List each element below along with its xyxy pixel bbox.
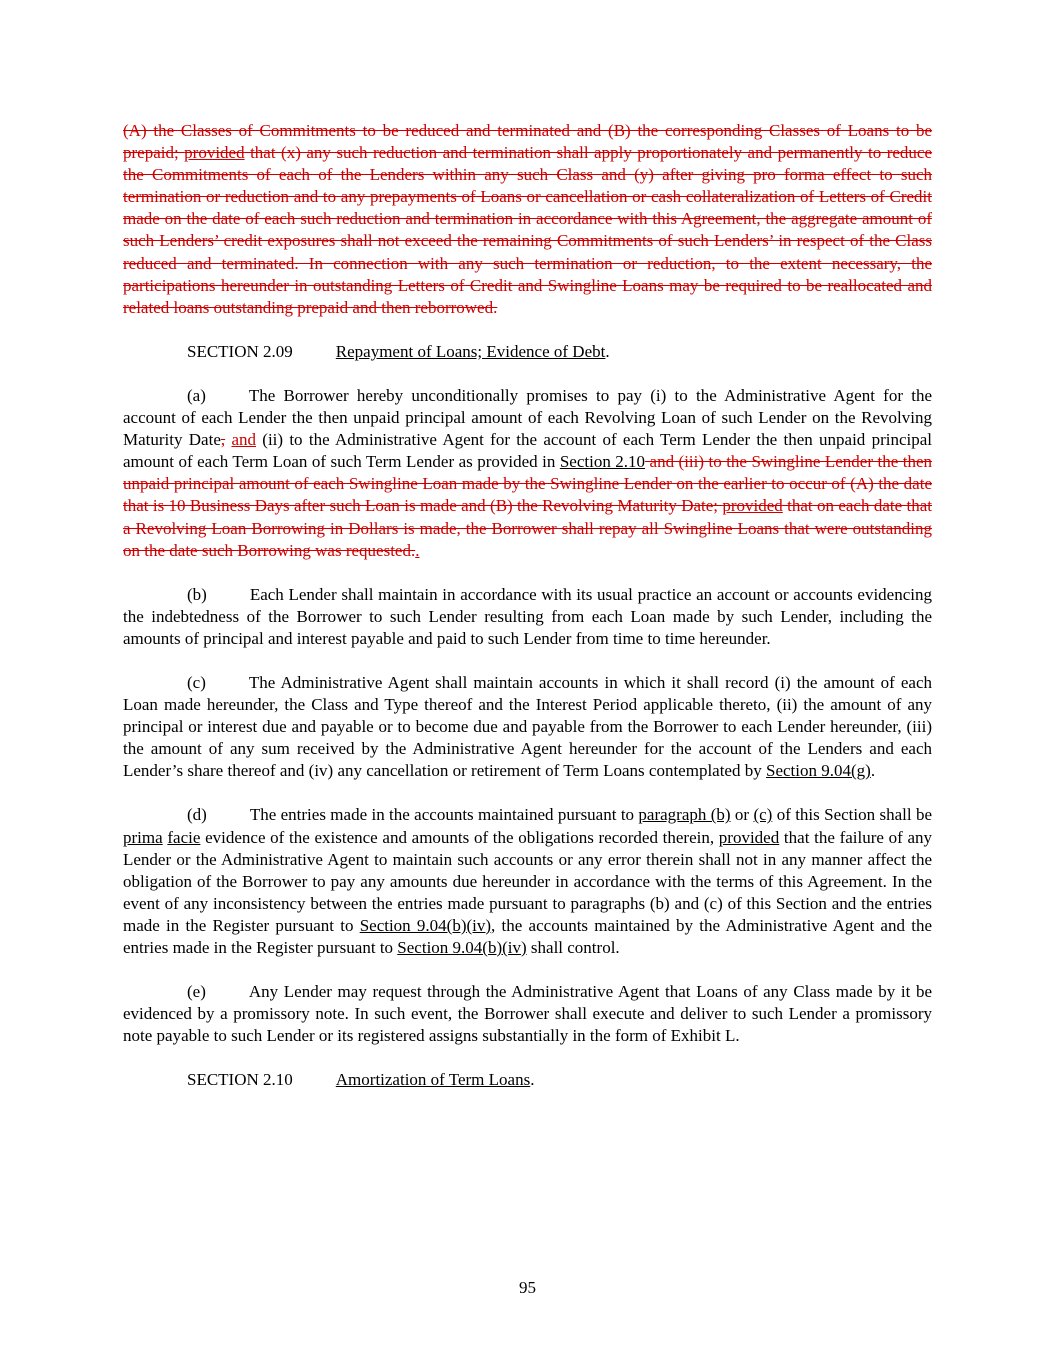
text-run-normal: . (530, 1070, 535, 1090)
text-run-normal: The Administrative Agent shall maintain accounts in which it shall record (i) the amount of each Loan made hereunder, the Class and Type thereof and the Interest Period applicable thereto, (ii) the amount of any principal or interest due and payable or to become due and payable from the Borrower to each Lender hereunder, (iii) the amount of any sum received by the Administrative Agent hereunder for the account of the Lenders and each Lender’s share thereof and (iv) any cancellation or retirement of Term Loans contemplated by (123, 672, 932, 781)
text-run-normal: evidence of the existence and amounts of the obligations recorded therein, (200, 827, 719, 847)
text-run-red-strike: and (iii) to the Swingline Lender the then unpaid principal amount of each Swingline Loan made by the Swingline Lender on the earlier to occur of (A) the date that is 10 Business Days after such Loan is made and (B) the Revolving Maturity Date; (123, 452, 932, 516)
text-run-red-strike: (A) the Classes of Commitments to be reduced and terminated and (B) the corresponding Classes of Loans to be prepaid; (123, 121, 932, 163)
text-run-normal: The entries made in the accounts maintained pursuant to (249, 805, 639, 825)
text-run-normal: , the accounts maintained by the Administrative Agent and the entries made in the Register pursuant to (123, 915, 932, 957)
text-run-normal: SECTION 2.09 (187, 341, 293, 361)
paragraph-c (123, 672, 932, 782)
text-run-red-strike: that on each date that a Revolving Loan Borrowing in Dollars is made, the Borrower shall repay all Swingline Loans that were outstanding on the date such Borrowing was requested. (123, 496, 932, 560)
text-run-normal: . (870, 761, 876, 781)
text-run-underline: Section 9.04(b)(iv) (359, 915, 492, 935)
text-run-underline: Section 9.04(b)(iv) (397, 938, 527, 957)
text-run-underline: Repayment of Loans; Evidence of Debt (335, 341, 606, 361)
text-run-underline: paragraph (b) (638, 805, 731, 825)
text-run-normal: (c) (187, 672, 206, 692)
text-run-underline: Amortization of Term Loans (335, 1070, 531, 1090)
text-run-underline: Section 2.10 (559, 452, 646, 472)
text-run-underline: provided (718, 827, 780, 847)
text-run-red-underline: and (231, 430, 256, 450)
section-2-10-heading (123, 1069, 932, 1091)
text-run-normal: (d) (187, 805, 207, 825)
text-run-underline: facie (167, 827, 201, 847)
text-run-normal: Each Lender shall maintain in accordance with its usual practice an account or accounts evidencing the indebtedness of the Borrower to such Lender resulting from each Loan made by such Lender, including the amounts of principal and interest payable and paid to such Lender from time to time hereunder. (123, 584, 932, 648)
text-run-underline: Section 9.04(g) (765, 761, 871, 781)
page-number: 95 (519, 1278, 536, 1297)
text-run-red-strike: , (220, 430, 226, 450)
text-run-red-strike-underline: provided (184, 143, 245, 163)
text-run-normal: The Borrower hereby unconditionally promises to pay (i) to the Administrative Agent for the account of each Lender the then unpaid principal amount of each Revolving Loan of such Lender on the Revolving Maturity Date (123, 385, 932, 450)
document-body (123, 120, 932, 1091)
text-run-red-strike-underline: provided (722, 496, 783, 516)
paragraph-d (123, 804, 932, 959)
paragraph-b (123, 584, 932, 650)
text-run-red-strike: that (x) any such reduction and termination shall apply proportionately and permanently to reduce the Commitments of each of the Lenders within any such Class and (y) after giving pro forma effect to such termination or reduction and to any prepayments of Loans or cancellation or cash collateralization of Letters of Credit made on the date of each such reduction and termination in accordance with this Agreement, the aggregate amount of such Lenders’ credit exposures shall not exceed the remaining Commitments of such Lenders’ in respect of the Class reduced and terminated. In connection with any such termination or reduction, to the extent necessary, the participations hereunder in outstanding Letters of Credit and Swingline Loans may be required to be reallocated and related loans outstanding prepaid and then reborrowed. (123, 143, 932, 317)
text-run-normal: Any Lender may request through the Administrative Agent that Loans of any Class made by it be evidenced by a promissory note. In such event, the Borrower shall execute and deliver to such Lender a promissory note payable to such Lender or its registered assigns substantially in the form of Exhibit L. (123, 982, 932, 1046)
carryover-deleted-paragraph (123, 120, 932, 319)
text-run-underline: prima (123, 827, 163, 847)
text-run-normal: SECTION 2.10 (187, 1070, 293, 1090)
text-run-normal: . (605, 341, 610, 361)
text-run-underline: (c) (753, 805, 773, 825)
text-run-normal: (ii) to the Administrative Agent for the account of each Term Lender the then unpaid principal amount of each Term Loan of such Term Lender as provided in (123, 430, 933, 472)
text-run-normal: shall control. (526, 938, 620, 957)
text-run-normal: (e) (187, 982, 206, 1002)
text-run-normal: or (730, 805, 754, 825)
text-run-normal: (b) (187, 584, 207, 604)
paragraph-a (123, 385, 932, 562)
text-run-red-underline: . (415, 540, 420, 560)
paragraph-e (123, 981, 932, 1047)
section-2-09-heading (123, 341, 932, 363)
text-run-normal: of this Section shall be (772, 805, 933, 825)
text-run-normal: (a) (187, 385, 206, 405)
text-run-normal: that the failure of any Lender or the Administrative Agent to maintain such accounts or any error therein shall not in any manner affect the obligation of the Borrower to pay any amounts due hereunder in accordance with the terms of this Agreement. In the event of any inconsistency between the entries made pursuant to paragraphs (b) and (c) of this Section and the entries made in the Register pursuant to (123, 827, 933, 935)
